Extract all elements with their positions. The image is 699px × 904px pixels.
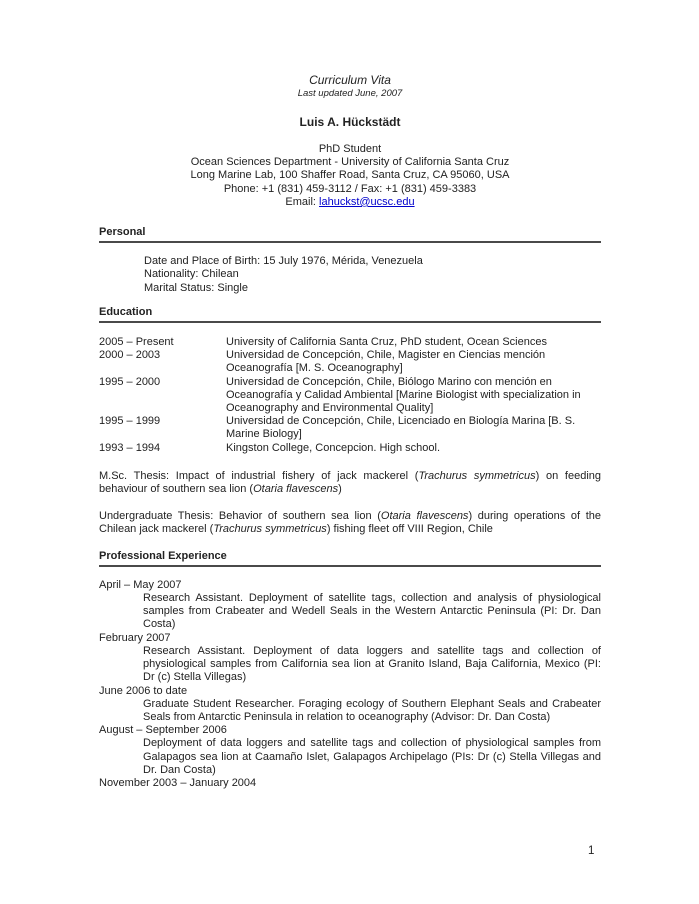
email-link[interactable]: lahuckst@ucsc.edu bbox=[319, 195, 415, 208]
species-name: Trachurus symmetricus bbox=[418, 469, 536, 482]
education-row bbox=[99, 376, 601, 416]
person-name: Luis A. Hückstädt bbox=[299, 115, 401, 129]
education-row bbox=[99, 415, 601, 441]
text-segment: ) during operations of the Chilean jack mackerel ( bbox=[99, 510, 601, 536]
experience-list bbox=[99, 579, 601, 790]
personal-item-birth: Date and Place of Birth: 15 July 1976, Mérida, Venezuela bbox=[144, 255, 423, 268]
contact-block bbox=[99, 143, 601, 209]
contact-email-line bbox=[99, 196, 601, 209]
education-period: 1995 – 1999 bbox=[99, 415, 161, 428]
doc-last-updated: Last updated June, 2007 bbox=[297, 88, 403, 99]
education-row bbox=[99, 349, 601, 375]
experience-description: Graduate Student Researcher. Foraging ecology of Southern Elephant Seals and Crabeater Seals from Antarctic Peninsula in relation to oceanography (Advisor: Dr. Dan Costa) bbox=[143, 697, 601, 723]
education-period: 1993 – 1994 bbox=[99, 441, 161, 454]
species-name: Otaria flavescens bbox=[380, 510, 469, 523]
education-description: Universidad de Concepción, Chile, Biólogo Marino con mención en Oceanografía y Calidad Ambiental [Marine Biologist with specialization in Oceanography and Environmental Quality] bbox=[226, 375, 581, 415]
experience-period: April – May 2007 bbox=[99, 578, 182, 591]
education-table bbox=[99, 336, 601, 455]
personal-item-nationality: Nationality: Chilean bbox=[144, 268, 239, 281]
experience-description: Research Assistant. Deployment of satellite tags, collection and analysis of physiological samples from Crabeater and Wedell Seals in the Western Antarctic Peninsula (PI: Dr. Dan Costa) bbox=[143, 592, 601, 631]
page-number: 1 bbox=[588, 845, 595, 857]
education-period: 1995 – 2000 bbox=[99, 375, 161, 388]
experience-period: August – September 2006 bbox=[99, 724, 227, 737]
experience-period: June 2006 to date bbox=[99, 684, 188, 697]
contact-address: Long Marine Lab, 100 Shaffer Road, Santa Cruz, CA 95060, USA bbox=[190, 169, 510, 182]
undergrad-thesis-paragraph bbox=[99, 510, 601, 536]
text-segment: ) fishing fleet off VIII Region, Chile bbox=[326, 523, 493, 536]
education-row bbox=[99, 442, 601, 455]
contact-affiliation: Ocean Sciences Department - University of California Santa Cruz bbox=[190, 156, 510, 169]
education-period: 2005 – Present bbox=[99, 336, 174, 349]
experience-entry bbox=[99, 579, 601, 632]
personal-item-marital-status: Marital Status: Single bbox=[144, 281, 248, 294]
text-segment: ) bbox=[338, 483, 342, 496]
msc-thesis-paragraph bbox=[99, 470, 601, 496]
experience-entry bbox=[99, 777, 601, 790]
experience-entry bbox=[99, 724, 601, 777]
contact-phone-fax: Phone: +1 (831) 459-3112 / Fax: +1 (831) 459-3383 bbox=[223, 182, 477, 195]
text-segment: M.Sc. Thesis: Impact of industrial fishery of jack mackerel ( bbox=[99, 469, 419, 482]
experience-period: February 2007 bbox=[99, 631, 171, 644]
education-heading: Education bbox=[99, 306, 601, 323]
experience-heading: Professional Experience bbox=[99, 550, 601, 567]
education-description: Universidad de Concepción, Chile, Magister en Ciencias mención Oceanografía [M. S. Oceanography] bbox=[226, 349, 546, 375]
experience-period: November 2003 – January 2004 bbox=[99, 776, 257, 789]
experience-description: Research Assistant. Deployment of data loggers and satellite tags and collection of physiological samples from California sea lion at Granito Island, Baja California, Mexico (PI: Dr (c) Stella Villegas) bbox=[143, 644, 601, 684]
education-description: Universidad de Concepción, Chile, Licenciado en Biología Marina [B. S. Marine Biology] bbox=[226, 415, 576, 441]
education-description: University of California Santa Cruz, PhD student, Ocean Sciences bbox=[226, 336, 547, 349]
email-label: Email: bbox=[285, 195, 320, 208]
species-name: Trachurus symmetricus bbox=[213, 523, 327, 536]
experience-description: Deployment of data loggers and satellite tags and collection of physiological samples from Galapagos sea lion at Caamaño Islet, Galapagos Archipelago (PIs: Dr (c) Stella Villegas and Dr. Dan Costa) bbox=[143, 737, 601, 776]
education-period: 2000 – 2003 bbox=[99, 349, 161, 362]
education-description: Kingston College, Concepcion. High school. bbox=[226, 441, 441, 454]
experience-entry bbox=[99, 632, 601, 685]
contact-position: PhD Student bbox=[318, 143, 382, 155]
personal-heading: Personal bbox=[99, 226, 601, 243]
education-row bbox=[99, 336, 601, 349]
text-segment: ) on feeding behaviour of southern sea lion ( bbox=[99, 469, 601, 496]
species-name: Otaria flavescens bbox=[253, 483, 339, 496]
personal-items bbox=[99, 255, 601, 295]
doc-title: Curriculum Vita bbox=[309, 73, 391, 87]
doc-header bbox=[99, 73, 601, 209]
experience-entry bbox=[99, 685, 601, 725]
text-segment: Undergraduate Thesis: Behavior of southern sea lion ( bbox=[99, 510, 381, 523]
